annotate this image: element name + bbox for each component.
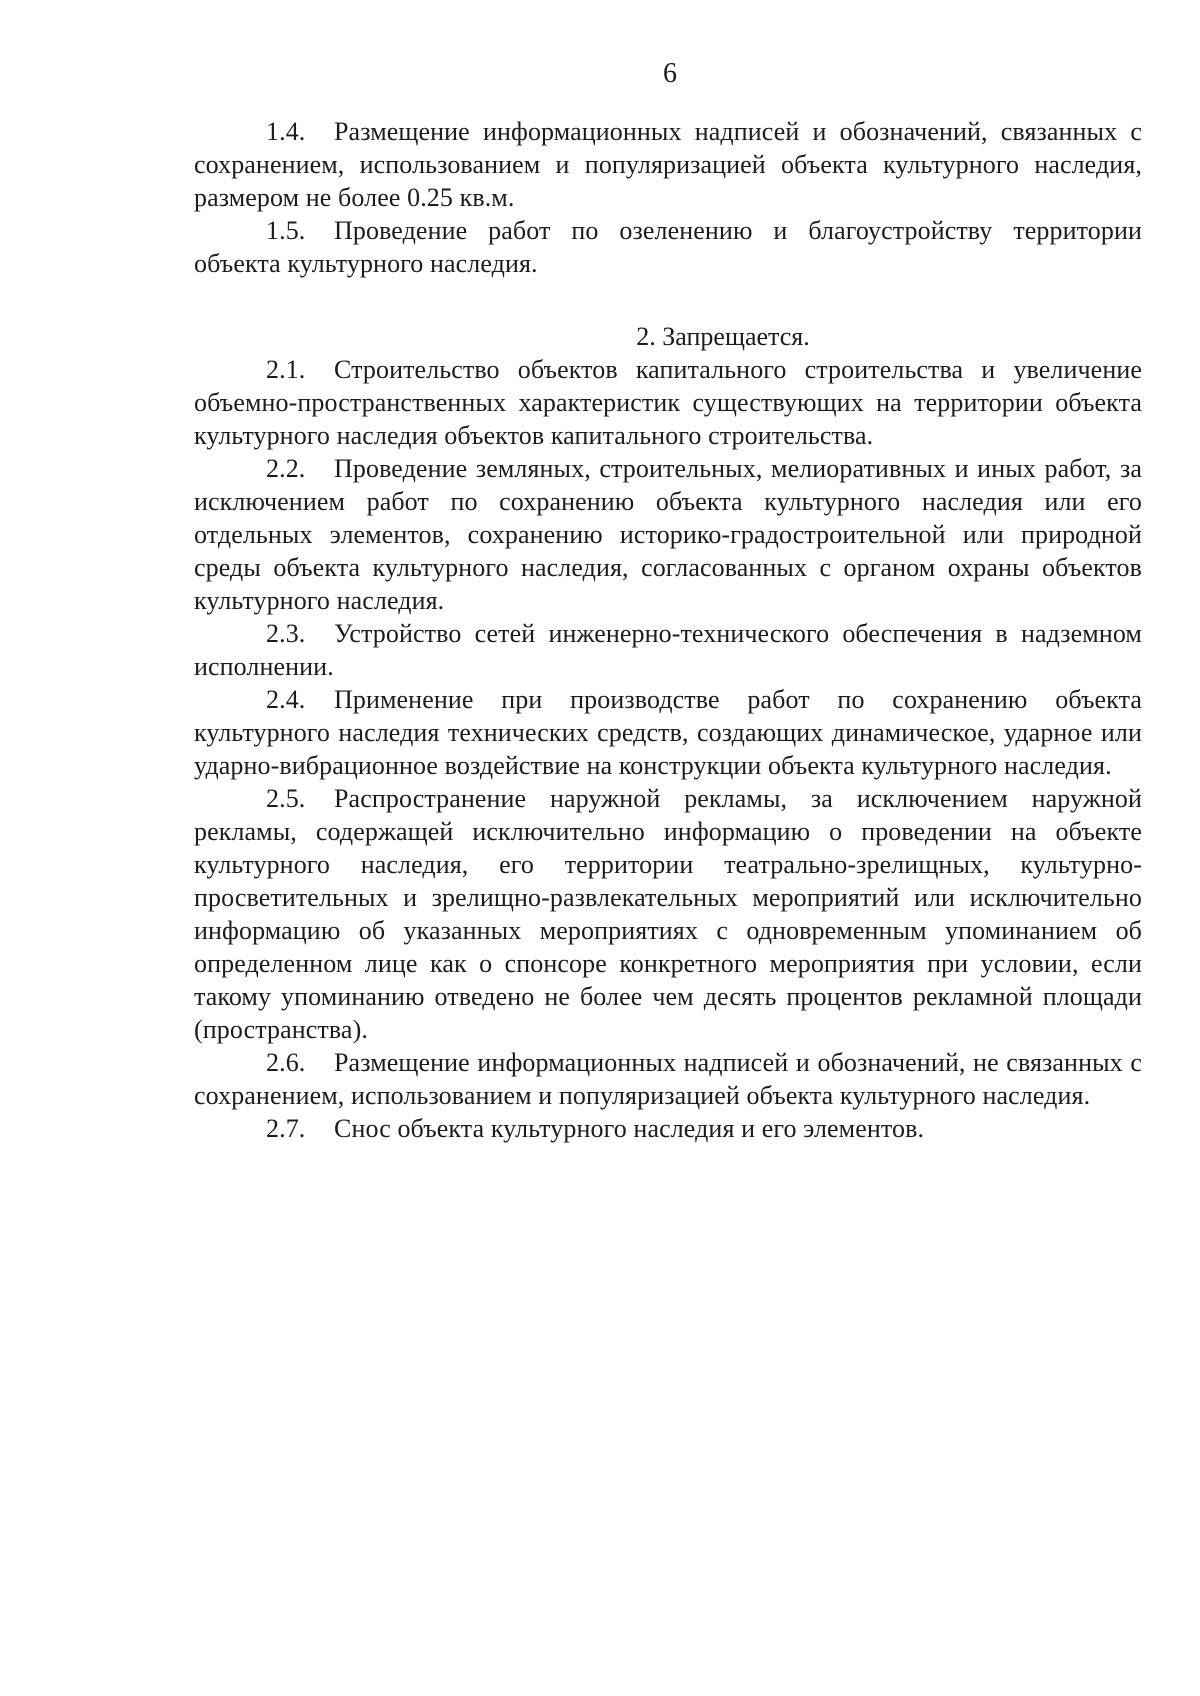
item-text: Проведение работ по озеленению и благоустройству территории объекта культурного наследия. (194, 216, 1142, 278)
paragraph-2-2 (194, 452, 1142, 617)
item-text: Снос объекта культурного наследия и его элементов. (334, 1114, 925, 1143)
document-body (194, 115, 1142, 1145)
item-text: Применение при производстве работ по сохранению объекта культурного наследия технических средств, создающих динамическое, ударное или ударно-вибрационное воздействие на конструкции объекта культурного наследия. (194, 685, 1142, 780)
item-text: Размещение информационных надписей и обозначений, связанных с сохранением, использованием и популяризацией объекта культурного наследия, размером не более 0.25 кв.м. (194, 117, 1142, 212)
item-number: 2.3. (266, 619, 306, 648)
item-number: 2.2. (266, 454, 306, 483)
item-number: 2.1. (266, 355, 306, 384)
item-text: Устройство сетей инженерно-технического обеспечения в надземном исполнении. (194, 619, 1142, 681)
page-number: 6 (663, 58, 677, 89)
item-text: Строительство объектов капитального строительства и увеличение объемно-пространственных характеристик существующих на территории объекта культурного наследия объектов капитального строительства. (194, 355, 1142, 450)
item-text: Размещение информационных надписей и обозначений, не связанных с сохранением, использованием и популяризацией объекта культурного наследия. (194, 1048, 1142, 1110)
item-text: Проведение земляных, строительных, мелиоративных и иных работ, за исключением работ по сохранению объекта культурного наследия или его отдельных элементов, сохранению историко-градостроительной или природной среды объекта культурного наследия, согласованных с органом охраны объектов культурного наследия. (194, 454, 1142, 615)
paragraph-2-5 (194, 782, 1142, 1046)
paragraph-2-4 (194, 683, 1142, 782)
item-number: 2.6. (266, 1048, 306, 1077)
paragraph-1-5 (194, 214, 1142, 280)
item-number: 2.5. (266, 784, 306, 813)
item-text: Распространение наружной рекламы, за исключением наружной рекламы, содержащей исключительно информацию о проведении на объекте культурного наследия, его территории театрально-зрелищных, культурно-просветительных и зрелищно-развлекательных мероприятий или исключительно информацию об указанных мероприятиях с одновременным упоминанием об определенном лице как о спонсоре конкретного мероприятия при условии, если такому упоминанию отведено не более чем десять процентов рекламной площади (пространства). (194, 784, 1142, 1044)
item-number: 2.7. (266, 1114, 306, 1143)
paragraph-2-7 (194, 1112, 1142, 1145)
paragraph-2-6 (194, 1046, 1142, 1112)
item-number: 1.5. (266, 216, 306, 245)
item-number: 2.4. (266, 685, 306, 714)
paragraph-2-3 (194, 617, 1142, 683)
section-heading: 2. Запрещается. (636, 322, 810, 351)
paragraph-2-1 (194, 353, 1142, 452)
item-number: 1.4. (266, 117, 306, 146)
paragraph-1-4 (194, 115, 1142, 214)
